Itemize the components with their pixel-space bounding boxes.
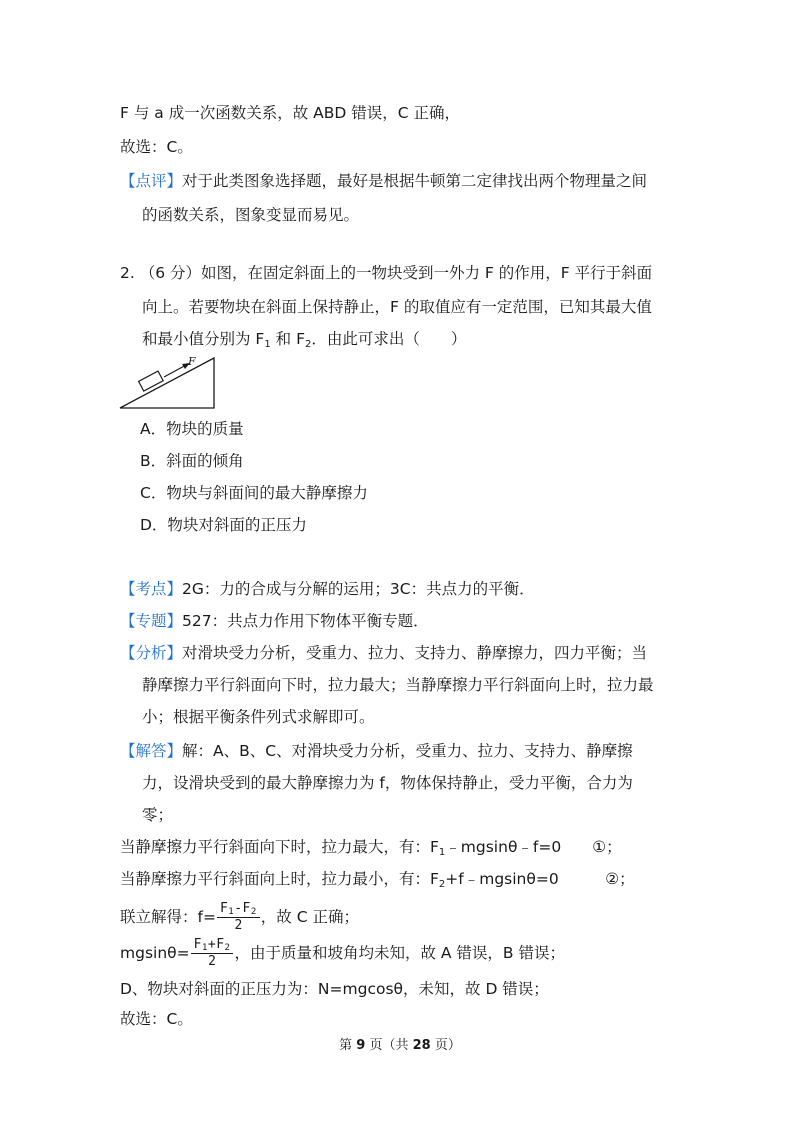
prev-review [120, 170, 647, 192]
jieda-line2: 力，设滑块受到的最大静摩擦力为 f，物体保持静止，受力平衡，合力为 [142, 774, 633, 792]
stem-text: 和最小值分别为 F [142, 330, 265, 348]
fraction-numerator: $F_1-F_2$ [217, 901, 260, 918]
q2-stem-line3 [142, 328, 466, 350]
equation-2 [120, 868, 635, 890]
fraction-f [217, 901, 260, 934]
equation-text: ，故 C 正确； [260, 908, 359, 926]
review-tag: 【点评】 [120, 172, 183, 190]
fenxi [120, 642, 647, 664]
incline-figure [118, 352, 222, 412]
solve-mgsin [120, 936, 565, 970]
equation-text: 当静摩擦力平行斜面向下时，拉力最大，有：F [120, 838, 439, 856]
fraction-numerator: $F_1+F_2$ [191, 937, 234, 954]
zhuanti [120, 610, 429, 632]
equation-text: +f﹣mgsinθ=0 ②； [445, 870, 635, 888]
option-d-analysis: D、物块对斜面的正压力为：N=mgcosθ，未知，故 D 错误； [120, 980, 549, 998]
fraction-denominator: 2 [234, 918, 243, 933]
fenxi-line2: 静摩擦力平行斜面向下时，拉力最大；当静摩擦力平行斜面向上时，拉力最 [142, 676, 654, 694]
q2-stem-line1: 2. （6 分）如图，在固定斜面上的一物块受到一外力 F 的作用，F 平行于斜面 [120, 264, 653, 282]
incline-triangle [120, 358, 214, 408]
kaodian-text: 2G：力的合成与分解的运用；3C：共点力的平衡． [182, 580, 535, 598]
review-text: 对于此类图象选择题，最好是根据牛顿第二定律找出两个物理量之间 [182, 172, 648, 190]
subscript: 1 [264, 339, 271, 350]
option-d: D．物块对斜面的正压力 [140, 516, 307, 534]
page-number: 9 [356, 1038, 366, 1053]
equation-text: mgsinθ= [120, 944, 190, 962]
zhuanti-text: 527：共点力作用下物体平衡专题． [182, 612, 429, 630]
jieda-tag: 【解答】 [120, 742, 183, 760]
equation-text: ﹣mgsinθ﹣f=0 ①； [445, 838, 622, 856]
kaodian-tag: 【考点】 [120, 580, 183, 598]
fraction-mgsin [191, 937, 234, 970]
prev-review-cont: 的函数关系，图象变显而易见。 [142, 206, 360, 224]
page-footer: 第 9 页（共 28 页） [339, 1038, 461, 1053]
zhuanti-tag: 【专题】 [120, 612, 183, 630]
q2-stem-line2: 向上。若要物块在斜面上保持静止，F 的取值应有一定范围，已知其最大值 [142, 298, 652, 316]
fenxi-text: 对滑块受力分析，受重力、拉力、支持力、静摩擦力，四力平衡；当 [182, 644, 648, 662]
fraction-denominator: 2 [208, 954, 216, 969]
stem-text: 和 F [270, 330, 305, 348]
option-b: B．斜面的倾角 [140, 452, 244, 470]
jieda-text: 解：A、B、C、对滑块受力分析，受重力、拉力、支持力、静摩擦 [182, 742, 633, 760]
stem-text: ．由此可求出（ ） [311, 330, 467, 348]
block [139, 371, 164, 391]
prev-conclusion: F 与 a 成一次函数关系，故 ABD 错误，C 正确， [120, 104, 460, 122]
fenxi-tag: 【分析】 [120, 644, 183, 662]
subscript: 2 [438, 879, 446, 890]
fenxi-line3: 小；根据平衡条件列式求解即可。 [142, 708, 375, 726]
equation-text: ，由于质量和坡角均未知，故 A 错误，B 错误； [234, 944, 565, 962]
subscript: 2 [305, 339, 312, 350]
jieda-line3: 零； [142, 806, 174, 824]
prev-choice: 故选：C。 [120, 138, 193, 156]
equation-text: 联立解得：f= [120, 908, 216, 926]
force-label: F [188, 355, 196, 368]
kaodian [120, 578, 535, 600]
final-choice: 故选：C。 [120, 1010, 193, 1028]
option-c: C．物块与斜面间的最大静摩擦力 [140, 484, 368, 502]
solve-f [120, 900, 359, 934]
page-total: 28 [412, 1038, 431, 1053]
equation-text: 当静摩擦力平行斜面向上时，拉力最小，有：F [120, 870, 439, 888]
option-a: A．物块的质量 [140, 420, 244, 438]
jieda [120, 740, 633, 762]
equation-1 [120, 836, 622, 858]
subscript: 1 [438, 847, 446, 858]
